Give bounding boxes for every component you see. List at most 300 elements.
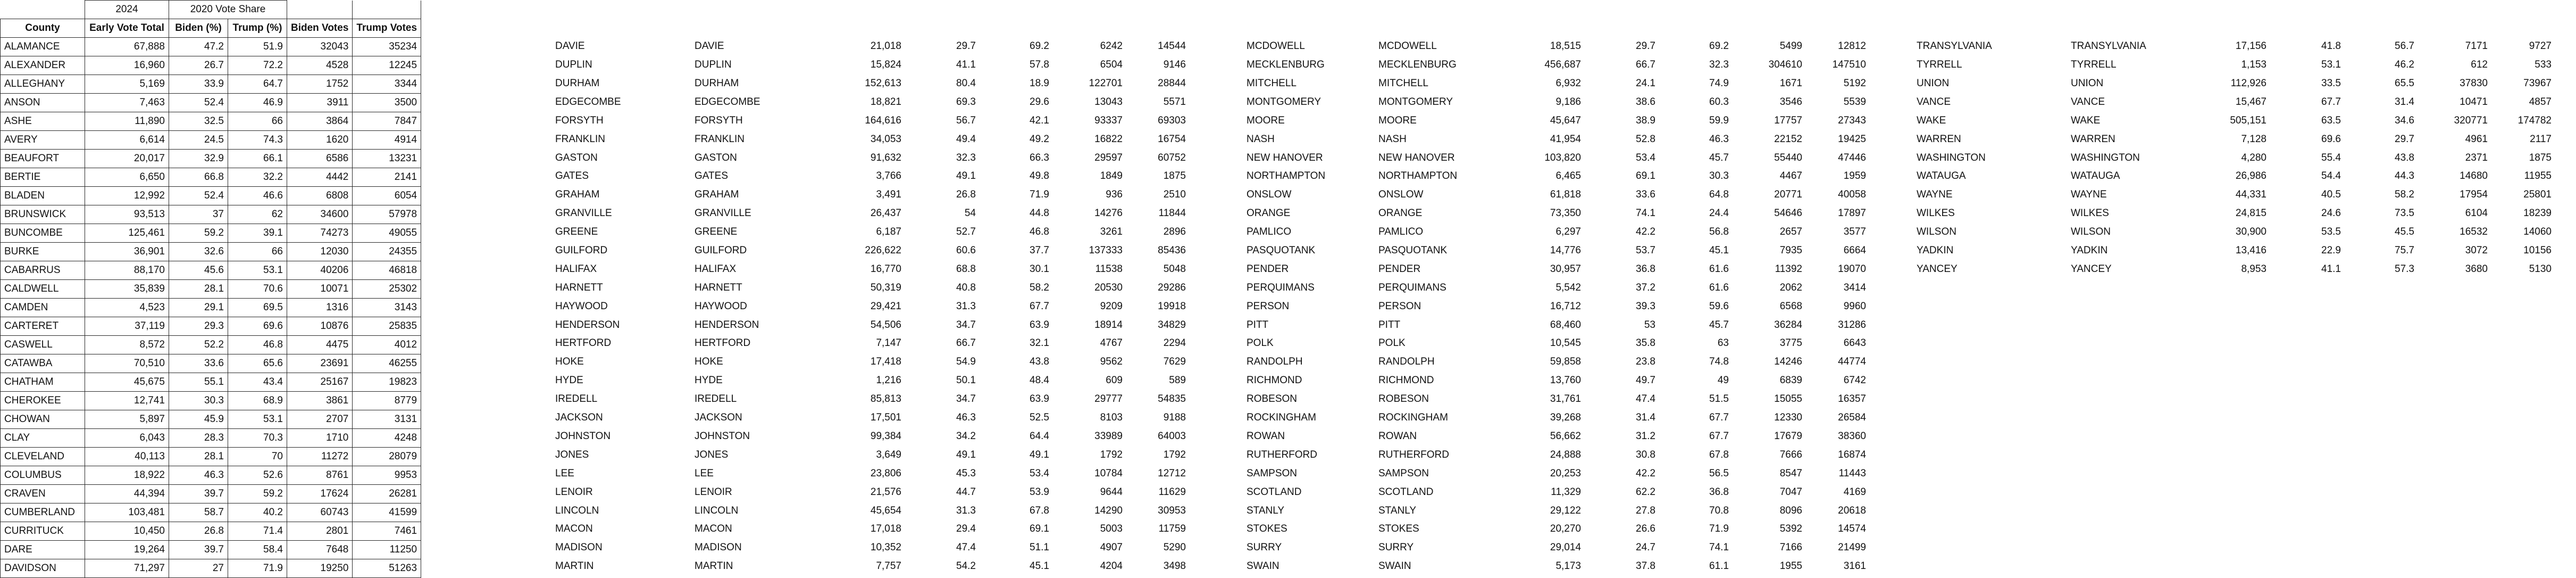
- table-row: [1, 38, 421, 56]
- table-row: [1913, 186, 2555, 204]
- table-cell: 40.2: [228, 503, 287, 522]
- table-row: [1243, 501, 1870, 520]
- table-cell: 32.9: [169, 150, 228, 168]
- table-cell: WILSON: [2071, 226, 2111, 238]
- table-cell: 42.2: [1636, 226, 1655, 238]
- table-cell: PENDER: [1378, 263, 1421, 275]
- table-cell: 18.9: [1030, 78, 1049, 89]
- table-cell: 54,506: [870, 319, 901, 331]
- table-cell: 6054: [353, 187, 421, 205]
- table-cell: STANLY: [1247, 505, 1285, 516]
- table-cell: 61.1: [1709, 560, 1729, 572]
- table-cell: 66.3: [1030, 152, 1049, 163]
- table-cell: DURHAM: [695, 78, 739, 89]
- table-cell: TYRRELL: [2071, 59, 2117, 71]
- table-cell: YANCEY: [1917, 263, 1958, 275]
- table-cell: 9727: [2529, 40, 2552, 52]
- table-cell: 32.2: [228, 168, 287, 187]
- table-cell: 24,815: [2235, 208, 2266, 219]
- table-cell: JACKSON: [555, 412, 603, 424]
- table-cell: 42.2: [1636, 467, 1655, 479]
- table-cell: 67.8: [1030, 505, 1049, 516]
- table-cell: 28.1: [169, 448, 228, 466]
- table-cell: 40.5: [2321, 189, 2341, 201]
- table-row: [1243, 557, 1870, 576]
- table-cell: AVERY: [1, 131, 85, 150]
- table-cell: 63.9: [1030, 319, 1049, 331]
- table-cell: 4907: [1100, 542, 1123, 554]
- table-cell: PERQUIMANS: [1247, 282, 1315, 293]
- table-cell: 69.3: [956, 96, 976, 108]
- table-cell: 13043: [1094, 96, 1123, 108]
- table-cell: 2062: [1779, 282, 1802, 293]
- table-cell: 20771: [1774, 189, 1802, 201]
- table-cell: ROWAN: [1378, 430, 1417, 442]
- table-cell: 6664: [1843, 245, 1866, 257]
- table-cell: SAMPSON: [1378, 467, 1429, 479]
- table-cell: 56,662: [1550, 430, 1581, 442]
- table-cell: 59,858: [1550, 356, 1581, 368]
- table-cell: 2707: [287, 410, 353, 429]
- table-cell: 45.5: [2395, 226, 2414, 238]
- table-cell: 10,352: [870, 542, 901, 554]
- table-cell: BRUNSWICK: [1, 205, 85, 224]
- table-block-a: [0, 0, 421, 578]
- table-cell: 26.7: [169, 56, 228, 75]
- table-cell: HARNETT: [695, 282, 742, 293]
- table-cell: MECKLENBURG: [1378, 59, 1457, 71]
- table-cell: LENOIR: [695, 486, 732, 498]
- header-group-row: [1, 1, 421, 19]
- table-cell: 49.1: [956, 449, 976, 460]
- table-cell: 29.6: [1030, 96, 1049, 108]
- table-cell: 122701: [1089, 78, 1123, 89]
- table-cell: 16,770: [870, 263, 901, 275]
- table-cell: 5048: [1163, 263, 1186, 275]
- table-cell: 55.4: [2321, 152, 2341, 163]
- table-cell: LINCOLN: [695, 505, 739, 516]
- table-cell: 26.8: [169, 522, 228, 541]
- table-cell: 505,151: [2230, 114, 2266, 126]
- table-cell: 103,481: [85, 503, 169, 522]
- table-cell: CURRITUCK: [1, 522, 85, 541]
- table-row: [551, 278, 1190, 297]
- table-cell: 15,824: [870, 59, 901, 71]
- table-cell: 51263: [353, 559, 421, 578]
- table-row: [1, 205, 421, 224]
- table-row: [1243, 390, 1870, 409]
- table-cell: 28844: [1158, 78, 1186, 89]
- table-row: [551, 539, 1190, 557]
- table-cell: 26,986: [2235, 170, 2266, 182]
- table-cell: 56.7: [956, 114, 976, 126]
- table-row: [1, 503, 421, 522]
- table-cell: 10784: [1094, 467, 1123, 479]
- table-cell: MONTGOMERY: [1378, 96, 1453, 108]
- table-cell: 1959: [1843, 170, 1866, 182]
- table-cell: 29,122: [1550, 505, 1581, 516]
- table-cell: 589: [1169, 375, 1186, 386]
- table-row: [1243, 111, 1870, 130]
- table-cell: ONSLOW: [1378, 189, 1424, 201]
- table-cell: 18914: [1094, 319, 1123, 331]
- table-cell: 5192: [1843, 78, 1866, 89]
- table-cell: YANCEY: [2071, 263, 2112, 275]
- table-cell: 1955: [1779, 560, 1802, 572]
- table-cell: 33.5: [2321, 78, 2341, 89]
- table-cell: 6,650: [85, 168, 169, 187]
- table-cell: 20,253: [1550, 467, 1581, 479]
- table-cell: SURRY: [1247, 542, 1282, 554]
- table-cell: 2896: [1163, 226, 1186, 238]
- table-cell: 3,766: [876, 170, 901, 182]
- table-cell: 59.2: [228, 485, 287, 503]
- table-cell: 45,647: [1550, 114, 1581, 126]
- table-cell: YADKIN: [2071, 245, 2108, 257]
- table-cell: 17897: [1838, 208, 1866, 219]
- table-cell: GASTON: [555, 152, 598, 163]
- table-cell: 19425: [1838, 133, 1866, 145]
- table-cell: 52.7: [956, 226, 976, 238]
- table-cell: 6104: [2465, 208, 2488, 219]
- table-row: [1913, 223, 2555, 242]
- table-cell: MCDOWELL: [1247, 40, 1305, 52]
- table-cell: PASQUOTANK: [1247, 245, 1316, 257]
- table-cell: 34829: [1158, 319, 1186, 331]
- table-cell: 24355: [353, 243, 421, 261]
- table-cell: JOHNSTON: [555, 430, 611, 442]
- table-cell: 69.6: [2321, 133, 2341, 145]
- table-cell: 26.8: [956, 189, 976, 201]
- table-row: [1913, 260, 2555, 278]
- table-cell: TYRRELL: [1917, 59, 1962, 71]
- table-cell: 4204: [1100, 560, 1123, 572]
- table-cell: 5499: [1779, 40, 1802, 52]
- table-cell: MITCHELL: [1378, 78, 1428, 89]
- table-cell: 74273: [287, 224, 353, 243]
- table-cell: 32.3: [956, 152, 976, 163]
- table-cell: 57.8: [1030, 59, 1049, 71]
- table-cell: 17,501: [870, 412, 901, 424]
- table-cell: 50.1: [956, 375, 976, 386]
- table-cell: 27343: [1838, 114, 1866, 126]
- table-cell: MOORE: [1247, 114, 1285, 126]
- table-cell: SAMPSON: [1247, 467, 1298, 479]
- table-cell: 55.1: [169, 373, 228, 392]
- table-cell: 14574: [1838, 523, 1866, 535]
- table-cell: 31.4: [1636, 412, 1655, 424]
- table-cell: 68.9: [228, 392, 287, 410]
- table-cell: ORANGE: [1247, 208, 1291, 219]
- table-cell: 9,186: [1555, 96, 1581, 108]
- table-cell: 152,613: [865, 78, 901, 89]
- table-cell: 1,153: [2241, 59, 2266, 71]
- table-cell: RUTHERFORD: [1247, 449, 1317, 460]
- table-cell: 6242: [1100, 40, 1123, 52]
- table-cell: FRANKLIN: [555, 133, 605, 145]
- table-cell: 34.2: [956, 430, 976, 442]
- table-cell: 39.7: [169, 541, 228, 559]
- table-cell: 49.8: [1030, 170, 1049, 182]
- table-cell: ALEXANDER: [1, 56, 85, 75]
- table-cell: 69303: [1158, 114, 1186, 126]
- table-cell: 58.7: [169, 503, 228, 522]
- table-cell: ANSON: [1, 94, 85, 112]
- table-row: [1243, 353, 1870, 371]
- table-cell: 67.7: [1030, 300, 1049, 312]
- table-row: [1243, 427, 1870, 446]
- table-cell: 63: [1717, 337, 1729, 349]
- table-cell: 88,170: [85, 261, 169, 280]
- table-cell: 47.4: [956, 542, 976, 554]
- table-cell: LEE: [555, 467, 574, 479]
- table-row: [551, 37, 1190, 56]
- table-row: [1, 187, 421, 205]
- table-cell: CASWELL: [1, 336, 85, 354]
- table-cell: 6643: [1843, 337, 1866, 349]
- table-cell: VANCE: [2071, 96, 2105, 108]
- table-row: [1913, 242, 2555, 260]
- table-cell: 29.7: [2395, 133, 2414, 145]
- table-cell: PAMLICO: [1247, 226, 1292, 238]
- table-row: [1243, 297, 1870, 316]
- table-cell: 9209: [1100, 300, 1123, 312]
- table-cell: 61,818: [1550, 189, 1581, 201]
- table-cell: 10156: [2523, 245, 2552, 257]
- table-cell: PASQUOTANK: [1378, 245, 1448, 257]
- table-cell: EDGECOMBE: [695, 96, 760, 108]
- table-cell: 60752: [1158, 152, 1186, 163]
- table-cell: 44,331: [2235, 189, 2266, 201]
- table-cell: 52.4: [169, 187, 228, 205]
- table-cell: 14290: [1094, 505, 1123, 516]
- table-cell: CATAWBA: [1, 354, 85, 373]
- table-row: [1243, 316, 1870, 334]
- table-cell: BURKE: [1, 243, 85, 261]
- table-cell: 11629: [1158, 486, 1186, 498]
- table-row: [551, 130, 1190, 148]
- table-cell: 23.8: [1636, 356, 1655, 368]
- table-cell: 6,297: [1555, 226, 1581, 238]
- table-cell: 14246: [1774, 356, 1802, 368]
- table-row: [1243, 167, 1870, 186]
- table-cell: LINCOLN: [555, 505, 599, 516]
- table-cell: 6,187: [876, 226, 901, 238]
- table-cell: 74.3: [228, 131, 287, 150]
- table-cell: WARREN: [1917, 133, 1961, 145]
- table-cell: 29597: [1094, 152, 1123, 163]
- table-cell: 174782: [2518, 114, 2552, 126]
- table-cell: 66: [228, 112, 287, 131]
- table-cell: 11538: [1095, 263, 1123, 275]
- table-cell: 2141: [353, 168, 421, 187]
- table-cell: 56.7: [2395, 40, 2414, 52]
- table-cell: 74.1: [1709, 542, 1729, 554]
- table-row: [1, 336, 421, 354]
- table-cell: 1620: [287, 131, 353, 150]
- table-cell: 3143: [353, 299, 421, 317]
- table-cell: 13,760: [1550, 375, 1581, 386]
- table-cell: 137333: [1089, 245, 1123, 257]
- table-cell: JACKSON: [695, 412, 742, 424]
- table-cell: 9146: [1163, 59, 1186, 71]
- table-row: [551, 316, 1190, 334]
- table-cell: 6568: [1779, 300, 1802, 312]
- table-cell: HERTFORD: [555, 337, 612, 349]
- table-cell: 3344: [353, 75, 421, 94]
- table-cell: 61.6: [1709, 282, 1729, 293]
- table-cell: GUILFORD: [555, 245, 608, 257]
- table-cell: 17679: [1774, 430, 1802, 442]
- table-cell: 36.8: [1636, 263, 1655, 275]
- table-row: [1, 299, 421, 317]
- table-cell: 44.8: [1030, 208, 1049, 219]
- table-cell: 45.1: [1709, 245, 1729, 257]
- table-row: [1243, 334, 1870, 353]
- table-cell: 3864: [287, 112, 353, 131]
- table-cell: 69.6: [228, 317, 287, 336]
- table-cell: 24.4: [1709, 208, 1729, 219]
- table-cell: HALIFAX: [555, 263, 597, 275]
- table-cell: 9960: [1843, 300, 1866, 312]
- table-row: [1, 429, 421, 448]
- table-cell: 29.4: [956, 523, 976, 535]
- table-cell: 7,463: [85, 94, 169, 112]
- table-cell: 12,741: [85, 392, 169, 410]
- table-cell: MECKLENBURG: [1247, 59, 1325, 71]
- table-cell: GRANVILLE: [695, 208, 751, 219]
- table-cell: 69.1: [1030, 523, 1049, 535]
- table-cell: 60.6: [956, 245, 976, 257]
- table-cell: 28.1: [169, 280, 228, 299]
- table-cell: TRANSYLVANIA: [1917, 40, 1992, 52]
- table-cell: 125,461: [85, 224, 169, 243]
- table-cell: ONSLOW: [1247, 189, 1292, 201]
- table-row: [1243, 445, 1870, 464]
- table-cell: 3,491: [876, 189, 901, 201]
- table-cell: 39.3: [1636, 300, 1655, 312]
- table-row: [1, 261, 421, 280]
- table-cell: 99,384: [870, 430, 901, 442]
- table-cell: 53.9: [1030, 486, 1049, 498]
- table-row: [1243, 93, 1870, 111]
- table-cell: 304610: [1768, 59, 1802, 71]
- table-cell: 14060: [2523, 226, 2552, 238]
- table-cell: DURHAM: [555, 78, 600, 89]
- table-cell: 103,820: [1544, 152, 1581, 163]
- table-cell: 33989: [1094, 430, 1123, 442]
- table-cell: 17624: [287, 485, 353, 503]
- table-row: [1913, 37, 2555, 56]
- table-cell: RUTHERFORD: [1378, 449, 1449, 460]
- table-cell: 32.5: [169, 112, 228, 131]
- table-cell: 7,128: [2241, 133, 2266, 145]
- table-cell: 51.1: [1030, 542, 1049, 554]
- table-row: [1, 280, 421, 299]
- table-row: [1243, 130, 1870, 148]
- table-row: [551, 427, 1190, 446]
- table-cell: 51.5: [1709, 393, 1729, 405]
- table-cell: GRAHAM: [555, 189, 600, 201]
- table-cell: WAKE: [2071, 114, 2101, 126]
- table-cell: 49.1: [956, 170, 976, 182]
- table-cell: FORSYTH: [555, 114, 604, 126]
- table-cell: 73967: [2523, 78, 2552, 89]
- table-cell: 7047: [1779, 486, 1802, 498]
- table-cell: IREDELL: [695, 393, 737, 405]
- table-cell: 32043: [287, 38, 353, 56]
- table-cell: 12030: [287, 243, 353, 261]
- table-cell: 8779: [353, 392, 421, 410]
- table-cell: 18,821: [870, 96, 901, 108]
- table-row: [1, 131, 421, 150]
- table-cell: 41.1: [956, 59, 976, 71]
- table-cell: 25835: [353, 317, 421, 336]
- table-row: [1913, 167, 2555, 186]
- table-cell: ROWAN: [1247, 430, 1285, 442]
- table-cell: GASTON: [695, 152, 737, 163]
- table-cell: 1875: [2529, 152, 2552, 163]
- table-cell: 46.6: [228, 187, 287, 205]
- table-row: [1, 373, 421, 392]
- table-cell: ROCKINGHAM: [1247, 412, 1316, 424]
- table-cell: 19918: [1158, 300, 1186, 312]
- table-cell: 17954: [2460, 189, 2488, 201]
- table-row: [1, 466, 421, 485]
- table-cell: 3072: [2465, 245, 2488, 257]
- table-cell: 16822: [1094, 133, 1123, 145]
- table-cell: 69.1: [1636, 170, 1655, 182]
- table-cell: 3861: [287, 392, 353, 410]
- table-cell: 64.7: [228, 75, 287, 94]
- table-row: [551, 111, 1190, 130]
- table-cell: DAVIE: [695, 40, 724, 52]
- table-cell: WAYNE: [1917, 189, 1953, 201]
- table-cell: 4767: [1100, 337, 1123, 349]
- table-cell: 26584: [1838, 412, 1866, 424]
- table-cell: 12330: [1774, 412, 1802, 424]
- table-cell: 80.4: [956, 78, 976, 89]
- table-cell: 45.3: [956, 467, 976, 479]
- table-cell: 16754: [1158, 133, 1186, 145]
- table-cell: 65.6: [228, 354, 287, 373]
- table-cell: 36.8: [1709, 486, 1729, 498]
- table-row: [1243, 148, 1870, 167]
- table-cell: 53.7: [1636, 245, 1655, 257]
- table-cell: 6808: [287, 187, 353, 205]
- table-row: [1243, 483, 1870, 501]
- table-cell: 44.7: [956, 486, 976, 498]
- table-cell: NORTHAMPTON: [1378, 170, 1458, 182]
- table-cell: 7629: [1163, 356, 1186, 368]
- table-cell: 8,572: [85, 336, 169, 354]
- table-cell: 320771: [2454, 114, 2488, 126]
- table-row: [1913, 148, 2555, 167]
- table-cell: 1710: [287, 429, 353, 448]
- table-cell: 19823: [353, 373, 421, 392]
- table-cell: 29.7: [956, 40, 976, 52]
- table-cell: 37830: [2460, 78, 2488, 89]
- table-cell: 1,216: [876, 375, 901, 386]
- table-cell: 35.8: [1636, 337, 1655, 349]
- table-cell: 9188: [1163, 412, 1186, 424]
- table-cell: 18,515: [1550, 40, 1581, 52]
- table-cell: 22.9: [2321, 245, 2341, 257]
- table-cell: JOHNSTON: [695, 430, 750, 442]
- table-cell: 16,712: [1550, 300, 1581, 312]
- table-row: [551, 186, 1190, 204]
- table-cell: VANCE: [1917, 96, 1951, 108]
